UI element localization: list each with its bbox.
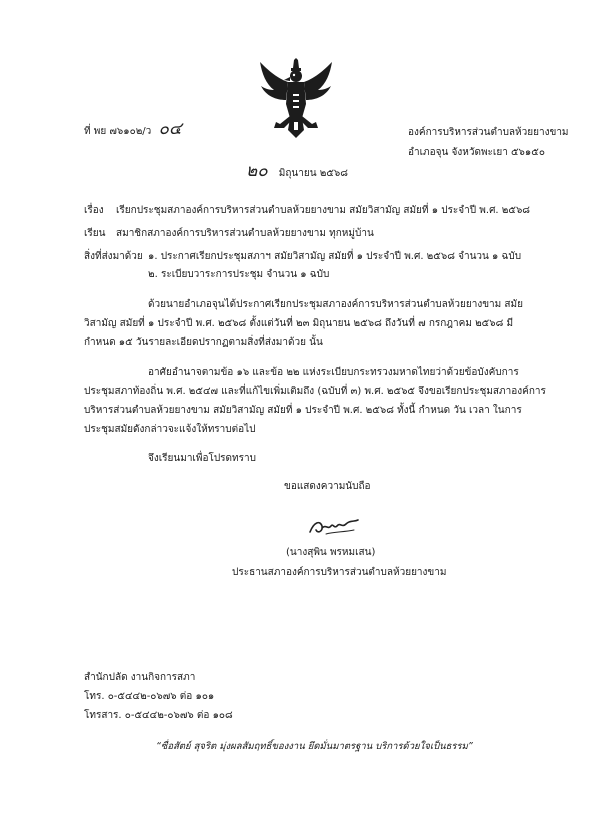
date-day-handwritten: ๒๐ [246, 161, 268, 181]
document-date [246, 161, 348, 181]
subject-label: เรื่อง [84, 205, 104, 216]
org-name: องค์การบริหารส่วนตำบลห้วยยางขาม [408, 127, 569, 138]
recipient-text: สมาชิกสภาองค์การบริหารส่วนตำบลห้วยยางขาม ทุกหมู่บ้าน [116, 228, 374, 239]
org-address: อำเภอจุน จังหวัดพะเยา ๕๖๑๕๐ [408, 147, 545, 158]
signer-title: ประธานสภาองค์การบริหารส่วนตำบลห้วยยางขาม [232, 567, 447, 578]
reference-number-handwritten: ๐๔ [158, 119, 182, 139]
signature-icon [304, 514, 364, 540]
paragraph-2-line-1: อาศัยอำนาจตามข้อ ๑๖ และข้อ ๒๒ แห่งระเบียบกระทรวงมหาดไทยว่าด้วยข้อบังคับการ [148, 367, 519, 378]
footer-motto: “ซื่อสัตย์ สุจริต มุ่งผลสัมฤทธิ์ของงาน ยึดมั่นมาตรฐาน บริการด้วยใจเป็นธรรม” [156, 741, 473, 752]
paragraph-1-line-1: ด้วยนายอำเภอจุนได้ประกาศเรียกประชุมสภาองค์การบริหารส่วนตำบลห้วยยางขาม สมัย [148, 299, 523, 310]
enclosure-item-1: ๑. ประกาศเรียกประชุมสภาฯ สมัยวิสามัญ สมัยที่ ๑ ประจำปี พ.ศ. ๒๕๖๘ จำนวน ๑ ฉบับ [148, 251, 522, 262]
reference-number-printed: ที่ พย ๗๖๑๐๒/ว [84, 126, 152, 137]
paragraph-2-line-4: ประชุมสมัยดังกล่าวจะแจ้งให้ทราบต่อไป [84, 424, 256, 435]
paragraph-2-line-3: บริหารส่วนตำบลห้วยยางขาม สมัยวิสามัญ สมัยที่ ๑ ประจำปี พ.ศ. ๒๕๖๘ ทั้งนี้ กำหนด วัน เวลา ในการ [84, 405, 522, 416]
enclosure-item-2: ๒. ระเบียบวาระการประชุม จำนวน ๑ ฉบับ [148, 269, 330, 280]
enclosures-label: สิ่งที่ส่งมาด้วย [84, 251, 143, 262]
paragraph-1-line-2: วิสามัญ สมัยที่ ๑ ประจำปี พ.ศ. ๒๕๖๘ ตั้งแต่วันที่ ๒๓ มิถุนายน ๒๕๖๘ ถึงวันที่ ๗ กรกฎาคม ๒๕๖๘ มี [84, 318, 514, 329]
recipient-label: เรียน [84, 228, 106, 239]
footer-tel: โทร. ๐-๕๔๔๒-๐๖๗๖ ต่อ ๑๐๑ [84, 691, 215, 702]
signer-name: (นางสุพิน พรหมเสน) [286, 547, 376, 558]
closing-line: จึงเรียนมาเพื่อโปรดทราบ [148, 453, 256, 464]
paragraph-2-line-2: ประชุมสภาท้องถิ่น พ.ศ. ๒๕๔๗ และที่แก้ไขเพิ่มเติมถึง (ฉบับที่ ๓) พ.ศ. ๒๕๖๕ จึงขอเรียกประชุมสภาองค์การ [84, 386, 546, 397]
date-month-year: มิถุนายน ๒๕๖๘ [278, 168, 348, 179]
footer-office: สำนักปลัด งานกิจการสภา [84, 672, 196, 683]
footer-fax: โทรสาร. ๐-๕๔๔๒-๐๖๗๖ ต่อ ๑๐๘ [84, 710, 233, 721]
salutation: ขอแสดงความนับถือ [284, 481, 371, 492]
subject-text: เรียกประชุมสภาองค์การบริหารส่วนตำบลห้วยยางขาม สมัยวิสามัญ สมัยที่ ๑ ประจำปี พ.ศ. ๒๕๖๘ [116, 205, 531, 216]
paragraph-1-line-3: กำหนด ๑๕ วันรายละเอียดปรากฏตามสิ่งที่ส่งมาด้วย นั้น [84, 337, 323, 348]
reference-number [84, 119, 182, 139]
garuda-emblem-icon [258, 58, 334, 138]
